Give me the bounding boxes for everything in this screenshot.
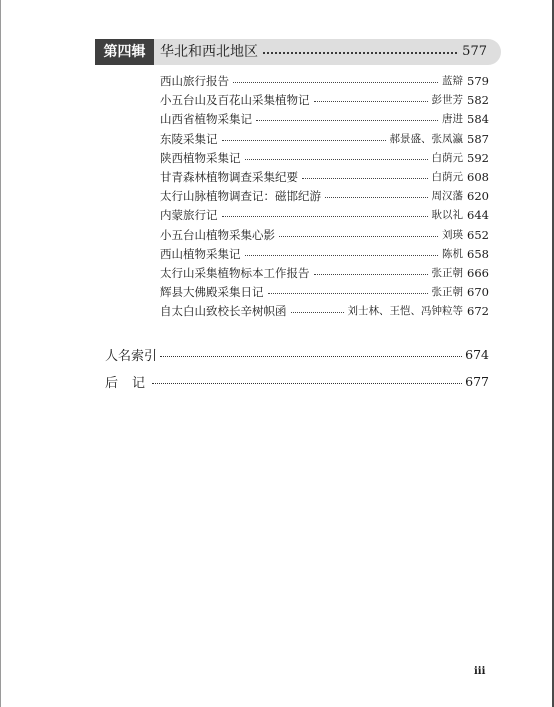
toc-entry[interactable] [160,72,489,91]
page-border-left [0,0,1,707]
entry-author: 周汉藩 [431,190,464,203]
entry-author: 白荫元 [431,170,464,183]
entry-author: 张正朝 [431,286,464,299]
dot-leader [256,120,438,121]
toc-entry[interactable] [160,226,489,245]
entry-author: 刘士林、王恺、冯钟粒等 [347,305,464,318]
entry-author: 刘瑛 [442,228,464,241]
dot-leader [268,293,428,294]
entry-title: 小五台山及百花山采集植物记 [160,93,310,108]
dot-leader [222,140,386,141]
section-heading[interactable] [95,39,501,65]
dot-leader [233,82,438,83]
entry-page-number: 584 [467,112,489,127]
dot-leader [279,236,438,237]
toc-entry[interactable] [160,168,489,187]
entry-title: 陕西植物采集记 [160,150,241,165]
toc-entry-afterword[interactable] [105,371,489,391]
section-page-number: 577 [462,44,487,59]
entry-page-number: 582 [467,93,489,108]
entry-page-number: 674 [465,346,489,362]
dot-leader [160,356,462,357]
entry-title: 西山植物采集记 [160,246,241,261]
entry-title: 小五台山植物采集心影 [160,227,275,242]
dot-leader [245,255,439,256]
section-title: 华北和西北地区 [160,44,258,60]
entry-title: 东陵采集记 [160,131,218,146]
toc-entry[interactable] [160,149,489,168]
entry-title: 甘青森林植物调查采集纪要 [160,169,298,184]
dot-leader [245,159,428,160]
entry-title: 山西省植物采集记 [160,112,252,127]
entry-page-number: 658 [467,246,489,261]
page-folio: iii [474,666,486,677]
entry-title: 后记 [105,375,160,391]
dot-leader [291,312,344,313]
toc-entry[interactable] [160,264,489,283]
entry-title: 辉县大佛殿采集日记 [160,285,264,300]
section-dot-leader [263,52,457,54]
entry-page-number: 644 [467,208,489,223]
dot-leader [325,197,428,198]
entry-author: 蓝辯 [442,75,464,87]
entry-page-number: 677 [465,373,489,389]
entry-author: 郝景盛、张凤瀛 [389,132,464,145]
entry-author: 白荫元 [431,151,464,164]
entry-author: 耿以礼 [431,209,464,222]
toc-entry[interactable] [160,245,489,264]
toc-entry[interactable] [160,91,489,110]
dot-leader [314,274,428,275]
dot-leader [314,101,428,102]
toc-entry[interactable] [160,110,489,129]
toc-entry[interactable] [160,283,489,302]
entry-page-number: 620 [467,189,489,204]
toc-entry[interactable] [160,187,489,206]
toc-entry[interactable] [160,302,489,321]
entry-page-number: 579 [467,74,489,88]
entry-title: 人名索引 [105,348,158,364]
entry-page-number: 670 [467,285,489,300]
dot-leader [302,178,428,179]
toc-entry[interactable] [160,130,489,149]
entry-page-number: 666 [467,265,489,280]
toc-entry[interactable] [160,206,489,225]
entry-title: 自太白山致校长辛树帜函 [160,304,287,319]
entry-author: 彭世芳 [431,94,464,107]
entry-author: 陈机 [442,247,464,260]
entry-title: 太行山采集植物标本工作报告 [160,265,310,280]
section-tag: 第四辑 [95,39,154,65]
entry-page-number: 608 [467,169,489,184]
entry-author: 唐进 [442,113,464,126]
dot-leader [152,383,462,384]
toc-entry-name-index[interactable] [105,344,489,364]
entry-author: 张正朝 [431,266,464,279]
entry-page-number: 672 [467,304,489,319]
entry-page-number: 587 [467,131,489,146]
toc-entry-list [160,72,489,321]
entry-title: 西山旅行报告 [160,74,229,88]
dot-leader [222,216,428,217]
entry-page-number: 592 [467,150,489,165]
entry-page-number: 652 [467,227,489,242]
entry-title: 太行山脉植物调查记：磁邯纪游 [160,189,321,204]
entry-title: 内蒙旅行记 [160,208,218,223]
